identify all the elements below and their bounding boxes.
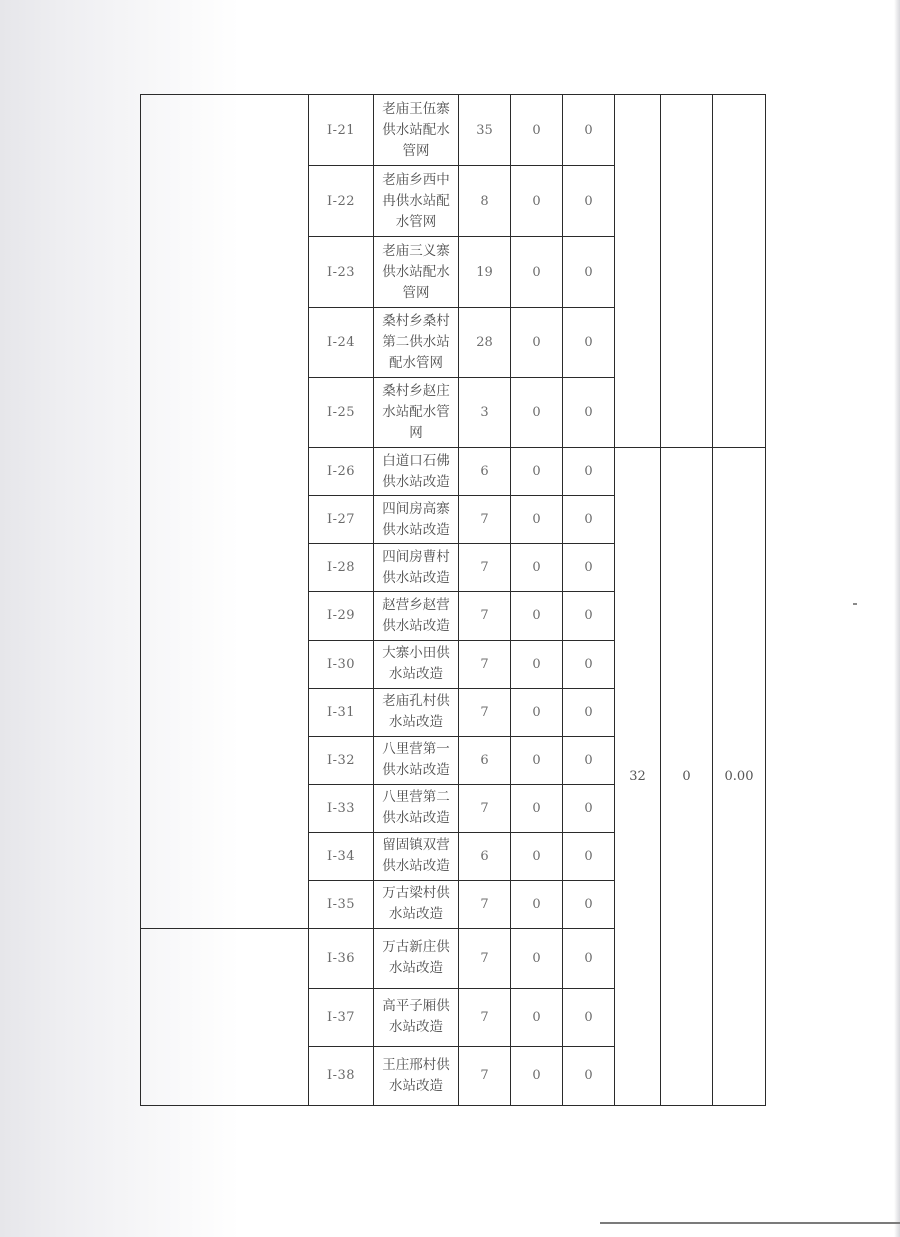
item-b: 0 [563,988,615,1046]
item-name-line: 四间房曹村 [382,548,450,565]
item-code: I-29 [309,592,374,640]
item-name [374,688,459,736]
top-summary-rate [713,95,766,448]
item-qty: 8 [459,166,511,237]
item-b: 0 [563,784,615,832]
item-name-line: 网 [409,425,423,442]
item-name-line: 水站改造 [389,1077,443,1094]
top-summary-completed [661,95,713,448]
item-name-line: 四间房高寨 [382,500,450,517]
item-name [374,880,459,928]
item-qty: 28 [459,308,511,378]
group-summary-rate: 0.00 [713,448,766,1106]
top-summary-total [615,95,661,448]
item-name-line: 老庙三义寨 [382,242,450,259]
item-a: 0 [511,880,563,928]
item-a: 0 [511,928,563,988]
item-qty: 7 [459,544,511,592]
item-code: I-35 [309,880,374,928]
item-a: 0 [511,448,563,496]
item-code: I-32 [309,736,374,784]
item-name [374,378,459,448]
item-code: I-34 [309,832,374,880]
project-table [140,94,766,1106]
item-name-line: 供水站改造 [382,858,450,875]
item-name-line: 供水站改造 [382,617,450,634]
item-name-line: 管网 [402,142,430,159]
item-b: 0 [563,928,615,988]
item-name-line: 供水站配水 [382,121,450,138]
item-a: 0 [511,95,563,166]
item-b: 0 [563,592,615,640]
scan-speck [853,603,857,605]
item-name [374,928,459,988]
item-a: 0 [511,640,563,688]
item-name-line: 水管网 [395,213,437,230]
item-qty: 6 [459,832,511,880]
item-code: I-24 [309,308,374,378]
item-qty: 35 [459,95,511,166]
item-a: 0 [511,378,563,448]
item-code: I-28 [309,544,374,592]
group-summary-completed: 0 [661,448,713,1106]
item-code: I-21 [309,95,374,166]
item-name-line: 桑村乡桑村 [382,313,450,330]
group-summary-total: 32 [615,448,661,1106]
item-name-line: 老庙王伍寨 [382,100,450,117]
item-name [374,1046,459,1105]
item-qty: 19 [459,237,511,308]
item-a: 0 [511,592,563,640]
item-name [374,237,459,308]
item-name-line: 赵营乡赵营 [382,596,450,613]
item-b: 0 [563,736,615,784]
item-code: I-22 [309,166,374,237]
item-qty: 7 [459,688,511,736]
item-qty: 7 [459,496,511,544]
item-code: I-23 [309,237,374,308]
item-b: 0 [563,378,615,448]
item-a: 0 [511,544,563,592]
item-a: 0 [511,688,563,736]
item-b: 0 [563,1046,615,1105]
item-b: 0 [563,832,615,880]
item-name [374,448,459,496]
item-code: I-27 [309,496,374,544]
item-name [374,988,459,1046]
item-name-line: 供水站改造 [382,569,450,586]
item-name [374,308,459,378]
category-cell-lower [141,928,309,1105]
item-name-line: 王庄邢村供 [382,1056,450,1073]
item-a: 0 [511,832,563,880]
item-name [374,640,459,688]
item-name-line: 第二供水站 [382,334,450,351]
item-qty: 6 [459,448,511,496]
item-name-line: 配水管网 [389,355,443,372]
item-name-line: 万古新庄供 [382,939,450,956]
item-qty: 7 [459,928,511,988]
item-name-line: 水站改造 [389,714,443,731]
item-qty: 7 [459,988,511,1046]
item-b: 0 [563,166,615,237]
item-code: I-31 [309,688,374,736]
scan-artifact-line [600,1222,900,1224]
category-cell-upper [141,95,309,929]
item-a: 0 [511,496,563,544]
table-row [141,95,766,166]
item-name-line: 供水站改造 [382,810,450,827]
item-name [374,95,459,166]
item-qty: 7 [459,640,511,688]
item-name-line: 老庙乡西中 [382,171,450,188]
item-name-line: 水站改造 [389,960,443,977]
item-code: I-25 [309,378,374,448]
item-name-line: 白道口石佛 [382,452,450,469]
item-a: 0 [511,784,563,832]
item-b: 0 [563,95,615,166]
item-name-line: 供水站改造 [382,521,450,538]
item-b: 0 [563,544,615,592]
item-b: 0 [563,308,615,378]
item-qty: 3 [459,378,511,448]
item-name-line: 大寨小田供 [382,645,450,662]
item-a: 0 [511,736,563,784]
item-a: 0 [511,166,563,237]
item-name-line: 供水站改造 [382,473,450,490]
item-name-line: 水站改造 [389,666,443,683]
item-code: I-36 [309,928,374,988]
item-b: 0 [563,640,615,688]
item-code: I-37 [309,988,374,1046]
item-name [374,784,459,832]
item-code: I-30 [309,640,374,688]
item-a: 0 [511,308,563,378]
item-b: 0 [563,688,615,736]
item-name-line: 冉供水站配 [382,192,450,209]
item-name [374,832,459,880]
item-a: 0 [511,237,563,308]
item-b: 0 [563,237,615,308]
item-name-line: 供水站改造 [382,762,450,779]
item-name [374,736,459,784]
item-name [374,166,459,237]
item-name-line: 留固镇双营 [382,837,450,854]
item-name [374,544,459,592]
scan-edge [894,0,900,1237]
item-name-line: 水站配水管 [382,404,450,421]
item-a: 0 [511,988,563,1046]
item-name-line: 管网 [402,284,430,301]
item-name-line: 老庙孔村供 [382,693,450,710]
item-qty: 7 [459,880,511,928]
item-name [374,496,459,544]
item-qty: 7 [459,1046,511,1105]
item-code: I-38 [309,1046,374,1105]
item-qty: 7 [459,784,511,832]
item-b: 0 [563,448,615,496]
item-name [374,592,459,640]
item-name-line: 桑村乡赵庄 [382,383,450,400]
item-name-line: 水站改造 [389,1019,443,1036]
item-name-line: 高平子厢供 [382,998,450,1015]
item-name-line: 八里营第二 [382,789,450,806]
item-qty: 6 [459,736,511,784]
item-name-line: 万古梁村供 [382,885,450,902]
item-b: 0 [563,880,615,928]
item-b: 0 [563,496,615,544]
item-code: I-33 [309,784,374,832]
item-code: I-26 [309,448,374,496]
item-name-line: 八里营第一 [382,741,450,758]
item-qty: 7 [459,592,511,640]
item-a: 0 [511,1046,563,1105]
item-name-line: 水站改造 [389,906,443,923]
item-name-line: 供水站配水 [382,263,450,280]
